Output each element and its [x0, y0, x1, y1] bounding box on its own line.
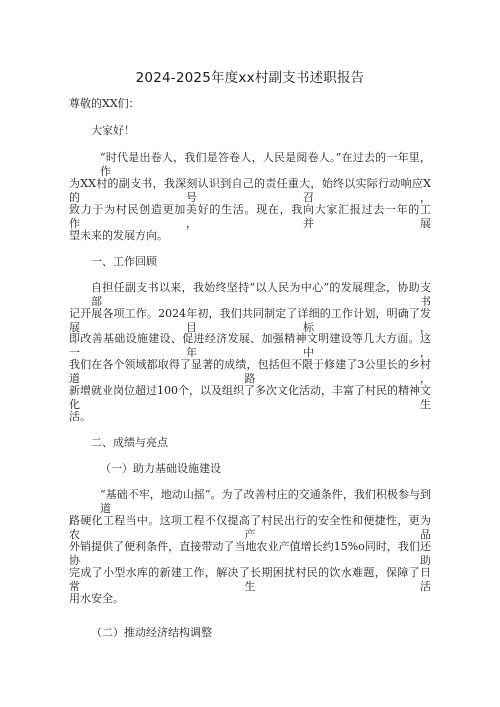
salutation: 尊敬的XX们：: [69, 97, 140, 110]
subsection2-heading: （二）推动经济结构调整: [91, 626, 212, 639]
subsection1-line-2: 路硬化工程当中。这项工程不仅提高了村民出行的安全性和便捷性，更为农产品: [69, 514, 431, 541]
document-title: 2024-2025年度xx村副支书述职报告: [135, 70, 365, 86]
subsection1-heading: （一）助力基础设施建设: [100, 462, 221, 475]
section1-line-3: 即改善基础设施建设、促进经济发展、加强精神文明建设等几大方面。这一年中，: [69, 332, 431, 359]
section1-line-1: 自担任副支书以来，我始终坚持“以人民为中心”的发展理念，协助支部书: [91, 281, 431, 308]
subsection1-line-3: 外销提供了便利条件，直接带动了当地农业产值增长约15%o同时，我们还协助: [69, 540, 431, 567]
subsection1-line-5: 用水安全。: [69, 592, 124, 605]
section1-line-5: 新增就业岗位超过100个，以及组织了多次文化活动，丰富了村民的精神文化生: [69, 384, 431, 411]
intro-line-3: 致力于为村民创造更加美好的生活。现在，我向大家汇报过去一年的工作，并展: [69, 203, 431, 230]
subsection1-line-4: 完成了小型水库的新建工作，解决了长期困扰村民的饮水难题，保障了日常生活: [69, 566, 431, 593]
subsection1-line-1: “基础不牢，地动山摇”。为了改善村庄的交通条件，我们积极参与到道: [100, 488, 431, 515]
section1-line-2: 记开展各项工作。2024年初，我们共同制定了详细的工作计划，明确了发展目标，: [69, 307, 431, 334]
section1-line-6: 活。: [69, 410, 91, 423]
greeting: 大家好！: [91, 124, 135, 137]
section1-heading: 一、工作回顾: [91, 255, 157, 268]
intro-line-2: 为XX村的副支书，我深刻认识到自己的责任重大，始终以实际行动响应X的号召，: [69, 177, 431, 204]
section1-line-4: 我们在各个领域都取得了显著的成绩，包括但不限于修建了3公里长的乡村道路，: [69, 358, 431, 385]
intro-line-1: “时代是出卷人，我们是答卷人，人民是阅卷人。”在过去的一年里，作: [100, 151, 431, 178]
intro-line-4: 望未来的发展方向。: [69, 229, 168, 242]
section2-heading: 二、成绩与亮点: [91, 436, 168, 449]
